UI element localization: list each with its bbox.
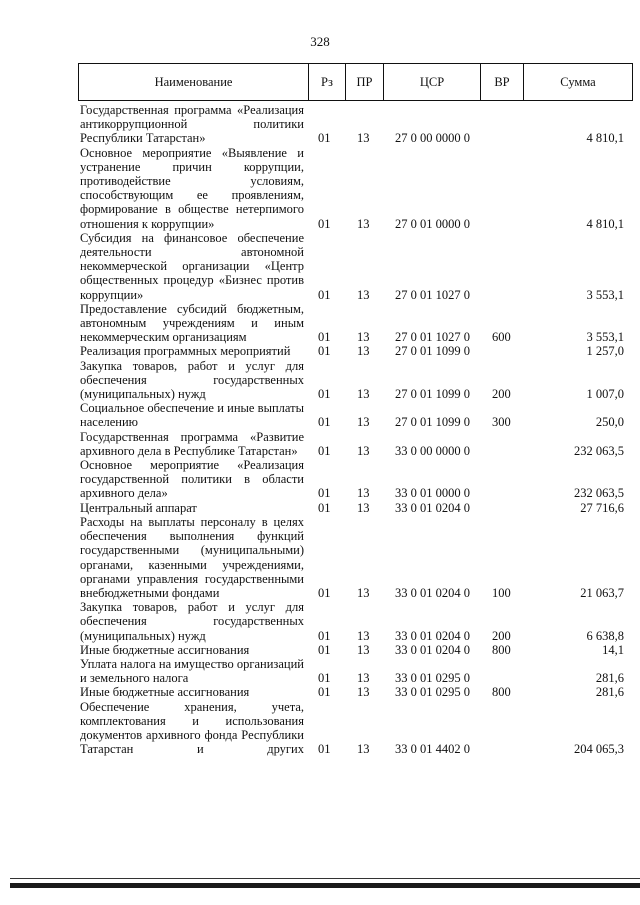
row-pr: 13 bbox=[357, 628, 370, 643]
row-pr: 13 bbox=[357, 500, 370, 515]
row-sum: 3 553,1 bbox=[586, 287, 624, 302]
row-sum: 204 065,3 bbox=[574, 742, 624, 757]
row-csr: 27 0 01 1027 0 bbox=[395, 287, 470, 302]
row-pr: 13 bbox=[357, 443, 370, 458]
row-sum: 250,0 bbox=[595, 415, 624, 430]
row-name: Реализация программных мероприятий bbox=[80, 344, 291, 359]
row-rz: 01 bbox=[318, 131, 331, 146]
row-rz: 01 bbox=[318, 628, 331, 643]
row-pr: 13 bbox=[357, 344, 370, 359]
table-row bbox=[0, 515, 640, 600]
row-sum: 281,6 bbox=[595, 671, 624, 686]
row-pr: 13 bbox=[357, 585, 370, 600]
row-pr: 13 bbox=[357, 287, 370, 302]
row-csr: 33 0 01 0204 0 bbox=[395, 585, 470, 600]
row-rz: 01 bbox=[318, 443, 331, 458]
row-sum: 4 810,1 bbox=[586, 131, 624, 146]
row-name: Уплата налога на имущество организаций и земельного налога bbox=[80, 656, 304, 686]
row-pr: 13 bbox=[357, 415, 370, 430]
row-rz: 01 bbox=[318, 330, 331, 345]
column-header-vr: ВР bbox=[494, 75, 510, 89]
row-vr: 800 bbox=[492, 685, 511, 700]
row-csr: 33 0 01 0204 0 bbox=[395, 642, 470, 657]
row-rz: 01 bbox=[318, 685, 331, 700]
table-row bbox=[0, 401, 640, 429]
row-csr: 27 0 01 1099 0 bbox=[395, 344, 470, 359]
row-pr: 13 bbox=[357, 671, 370, 686]
row-sum: 14,1 bbox=[602, 642, 624, 657]
row-name: Иные бюджетные ассигнования bbox=[80, 642, 250, 657]
column-header-csr: ЦСР bbox=[419, 75, 445, 89]
row-sum: 281,6 bbox=[595, 685, 624, 700]
page-number: 328 bbox=[310, 34, 330, 49]
row-csr: 33 0 00 0000 0 bbox=[395, 443, 470, 458]
row-name: Иные бюджетные ассигнования bbox=[80, 685, 250, 700]
row-name: Расходы на выплаты персоналу в целях обеспечения выполнения функций государственными (муниципальными) органами, казенными учреждениями, органами управления государственными внебюджетными фондами bbox=[80, 514, 304, 600]
row-csr: 27 0 01 0000 0 bbox=[395, 216, 470, 231]
row-name: Основное мероприятие «Выявление и устранение причин коррупции, противодействие условиям, способствующим ее проявлениям, формирование в обществе нетерпимого отношения к коррупции» bbox=[80, 145, 304, 231]
row-sum: 4 810,1 bbox=[586, 216, 624, 231]
row-name: Закупка товаров, работ и услуг для обеспечения государственных (муниципальных) нужд bbox=[80, 358, 304, 402]
row-vr: 200 bbox=[492, 628, 511, 643]
row-pr: 13 bbox=[357, 387, 370, 402]
row-pr: 13 bbox=[357, 742, 370, 757]
table-body bbox=[0, 103, 640, 756]
row-rz: 01 bbox=[318, 642, 331, 657]
table-row bbox=[0, 231, 640, 302]
row-pr: 13 bbox=[357, 330, 370, 345]
table-row bbox=[0, 344, 640, 358]
row-name: Предоставление субсидий бюджетным, автономным учреждениям и иным некоммерческим организациям bbox=[80, 301, 304, 345]
row-rz: 01 bbox=[318, 585, 331, 600]
row-rz: 01 bbox=[318, 287, 331, 302]
row-csr: 27 0 01 1027 0 bbox=[395, 330, 470, 345]
row-pr: 13 bbox=[357, 131, 370, 146]
table-row bbox=[0, 430, 640, 458]
row-csr: 27 0 01 1099 0 bbox=[395, 415, 470, 430]
table-row bbox=[0, 685, 640, 699]
row-rz: 01 bbox=[318, 216, 331, 231]
row-sum: 1 007,0 bbox=[586, 387, 624, 402]
row-sum: 21 063,7 bbox=[580, 585, 624, 600]
row-rz: 01 bbox=[318, 344, 331, 359]
row-name: Закупка товаров, работ и услуг для обеспечения государственных (муниципальных) нужд bbox=[80, 600, 304, 643]
table-row bbox=[0, 700, 640, 757]
table-row bbox=[0, 302, 640, 345]
row-pr: 13 bbox=[357, 685, 370, 700]
table-row bbox=[0, 103, 640, 146]
row-name: Государственная программа «Реализация антикоррупционной политики Республики Татарстан» bbox=[80, 103, 304, 146]
row-sum: 232 063,5 bbox=[574, 486, 624, 501]
table-row bbox=[0, 359, 640, 402]
row-sum: 3 553,1 bbox=[586, 330, 624, 345]
row-vr: 100 bbox=[492, 585, 511, 600]
row-sum: 1 257,0 bbox=[586, 344, 624, 359]
row-csr: 33 0 01 0204 0 bbox=[395, 628, 470, 643]
column-header-rz: Рз bbox=[321, 75, 333, 89]
row-rz: 01 bbox=[318, 486, 331, 501]
row-csr: 33 0 01 0000 0 bbox=[395, 486, 470, 501]
row-sum: 232 063,5 bbox=[574, 443, 624, 458]
row-csr: 33 0 01 4402 0 bbox=[395, 742, 470, 757]
row-name: Субсидия на финансовое обеспечение деятельности автономной некоммерческой организации «Центр общественных процедур «Бизнес против коррупции» bbox=[80, 230, 304, 302]
row-pr: 13 bbox=[357, 642, 370, 657]
row-name: Центральный аппарат bbox=[80, 500, 197, 515]
scan-edge-bar bbox=[10, 883, 640, 888]
row-name: Обеспечение хранения, учета, комплектования и использования документов архивного фонда Республики Татарстан и других bbox=[80, 699, 304, 757]
column-header-pr: ПР bbox=[356, 75, 373, 89]
row-name: Основное мероприятие «Реализация государственной политики в области архивного дела» bbox=[80, 458, 304, 501]
row-rz: 01 bbox=[318, 387, 331, 402]
row-csr: 33 0 01 0295 0 bbox=[395, 685, 470, 700]
row-csr: 27 0 00 0000 0 bbox=[395, 131, 470, 146]
row-name: Социальное обеспечение и иные выплаты населению bbox=[80, 401, 304, 430]
row-vr: 800 bbox=[492, 642, 511, 657]
row-pr: 13 bbox=[357, 216, 370, 231]
table-header bbox=[78, 63, 633, 101]
row-sum: 27 716,6 bbox=[580, 500, 624, 515]
table-row bbox=[0, 657, 640, 685]
row-csr: 27 0 01 1099 0 bbox=[395, 387, 470, 402]
row-sum: 6 638,8 bbox=[586, 628, 624, 643]
table-row bbox=[0, 458, 640, 501]
table-row bbox=[0, 501, 640, 515]
row-rz: 01 bbox=[318, 415, 331, 430]
row-vr: 300 bbox=[492, 415, 511, 430]
row-vr: 200 bbox=[492, 387, 511, 402]
row-pr: 13 bbox=[357, 486, 370, 501]
row-vr: 600 bbox=[492, 330, 511, 345]
row-rz: 01 bbox=[318, 671, 331, 686]
row-rz: 01 bbox=[318, 500, 331, 515]
column-header-sum: Сумма bbox=[560, 75, 596, 89]
table-row bbox=[0, 600, 640, 643]
row-name: Государственная программа «Развитие архивного дела в Республике Татарстан» bbox=[80, 429, 304, 458]
scan-edge-line bbox=[10, 878, 640, 879]
table-row bbox=[0, 643, 640, 657]
column-header-name: Наименование bbox=[154, 75, 233, 89]
table-row bbox=[0, 146, 640, 231]
row-csr: 33 0 01 0204 0 bbox=[395, 500, 470, 515]
row-rz: 01 bbox=[318, 742, 331, 757]
row-csr: 33 0 01 0295 0 bbox=[395, 671, 470, 686]
